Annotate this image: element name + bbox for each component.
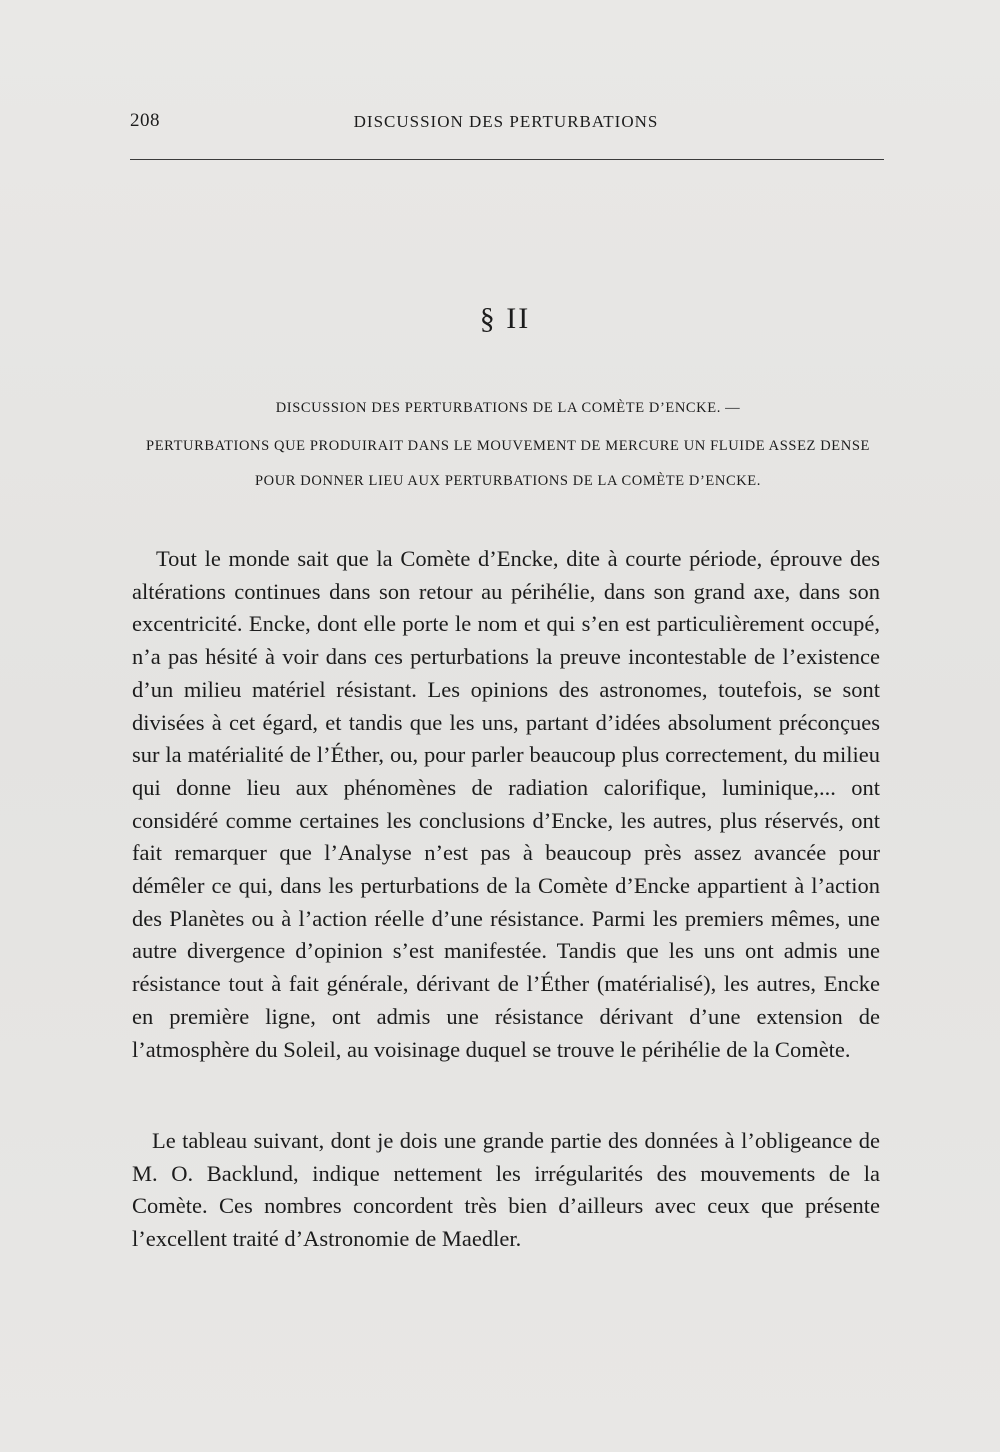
running-header	[130, 110, 882, 140]
section-subtitle-line-3: POUR DONNER LIEU AUX PERTURBATIONS DE LA COMÈTE D’ENCKE.	[255, 473, 761, 489]
section-number: § II	[479, 302, 531, 335]
paragraph-1: Tout le monde sait que la Comète d’Encke, dite à courte période, éprouve des altérations continues dans son retour au périhélie, dans son grand axe, dans son excentricité. Encke, dont elle porte le nom et qui s’en est particulièrement occupé, n’a pas hésité à voir dans ces perturbations la preuve incontestable de l’existence d’un milieu matériel résistant. Les opinions des astronomes, toutefois, se sont divisées à cet égard, et tandis que les uns, partant d’idées absolument préconçues sur la matérialité de l’Éther, ou, pour parler beaucoup plus correctement, du milieu qui donne lieu aux phénomènes de radiation calorifique, luminique,... ont considéré comme certaines les conclusions d’Encke, les autres, plus réservés, ont fait remarquer que l’Analyse n’est pas à beaucoup près assez avancée pour démêler ce qui, dans les perturbations de la Comète d’Encke appartient à l’action des Planètes ou à l’action réelle d’une résistance. Parmi les premiers mêmes, une autre divergence d’opinion s’est manifestée. Tandis que les uns ont admis une résistance tout à fait générale, dérivant de l’Éther (matérialisé), les autres, Encke en première ligne, ont admis une résistance dérivant d’une extension de l’atmosphère du Soleil, au voisinage duquel se trouve le périhélie de la Comète.	[132, 546, 880, 1062]
header-rule	[130, 159, 884, 160]
section-subtitle-line-1: DISCUSSION DES PERTURBATIONS DE LA COMÈTE D’ENCKE. —	[275, 400, 741, 416]
section-subtitle-line-2: PERTURBATIONS QUE PRODUIRAIT DANS LE MOUVEMENT DE MERCURE UN FLUIDE ASSEZ DENSE	[146, 438, 870, 454]
running-title: DISCUSSION DES PERTURBATIONS	[353, 112, 659, 131]
paragraph-2: Le tableau suivant, dont je dois une grande partie des données à l’obligeance de M. O. Backlund, indique nettement les irrégularités des mouvements de la Comète. Ces nombres concordent très bien d’ailleurs avec ceux que présente l’excellent traité d’Astronomie de Maedler.	[132, 1128, 880, 1252]
page-number: 208	[130, 110, 160, 131]
